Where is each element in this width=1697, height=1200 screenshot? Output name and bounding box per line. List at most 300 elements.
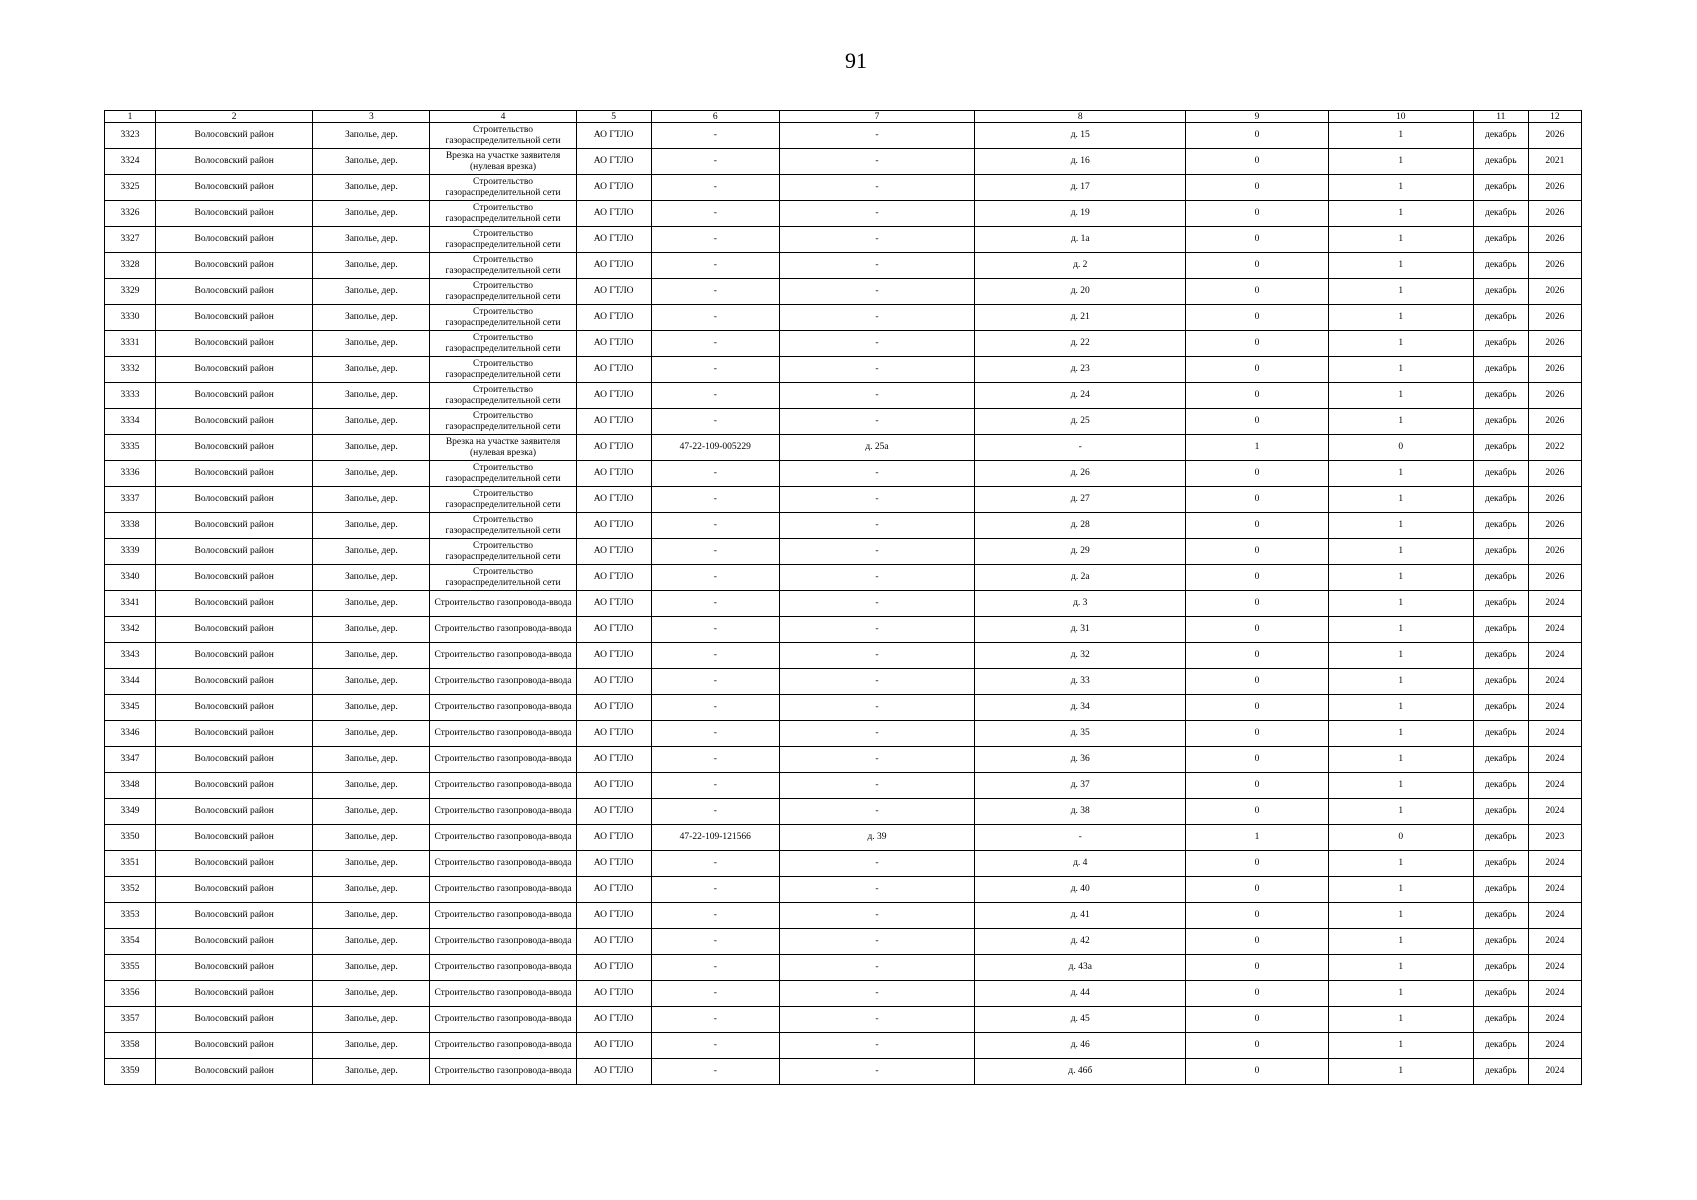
cell-settlement: Заполье, дер. [313, 643, 430, 669]
cell-request-number: - [651, 617, 779, 643]
cell-address-existing: - [779, 409, 974, 435]
cell-count-planned: 1 [1328, 201, 1473, 227]
cell-work-type: Строительство газопровода-ввода [430, 591, 576, 617]
cell-district: Волосовский район [156, 1033, 313, 1059]
cell-address-planned: д. 27 [975, 487, 1186, 513]
cell-address-existing: - [779, 149, 974, 175]
cell-count-planned: 0 [1328, 825, 1473, 851]
cell-address-existing: - [779, 201, 974, 227]
cell-request-number: - [651, 1059, 779, 1085]
cell-month: декабрь [1473, 1033, 1528, 1059]
table-row [105, 1007, 1582, 1033]
cell-organization: АО ГТЛО [576, 331, 651, 357]
cell-settlement: Заполье, дер. [313, 123, 430, 149]
cell-address-planned: д. 22 [975, 331, 1186, 357]
cell-count-planned: 1 [1328, 253, 1473, 279]
cell-district: Волосовский район [156, 305, 313, 331]
cell-address-existing: - [779, 357, 974, 383]
table-row [105, 617, 1582, 643]
cell-row-number: 3341 [105, 591, 156, 617]
cell-district: Волосовский район [156, 487, 313, 513]
cell-settlement: Заполье, дер. [313, 331, 430, 357]
cell-row-number: 3357 [105, 1007, 156, 1033]
cell-work-type: Строительство газопровода-ввода [430, 799, 576, 825]
cell-year: 2024 [1528, 747, 1581, 773]
cell-row-number: 3328 [105, 253, 156, 279]
table-row [105, 903, 1582, 929]
cell-settlement: Заполье, дер. [313, 747, 430, 773]
cell-count-planned: 1 [1328, 617, 1473, 643]
cell-year: 2026 [1528, 227, 1581, 253]
cell-count-planned: 1 [1328, 513, 1473, 539]
table-row [105, 1059, 1582, 1085]
cell-count-existing: 0 [1186, 253, 1328, 279]
cell-work-type: Строительство газораспределительной сети [430, 331, 576, 357]
cell-address-planned: д. 16 [975, 149, 1186, 175]
cell-count-planned: 1 [1328, 695, 1473, 721]
cell-district: Волосовский район [156, 123, 313, 149]
cell-settlement: Заполье, дер. [313, 773, 430, 799]
cell-request-number: - [651, 305, 779, 331]
table-row [105, 877, 1582, 903]
cell-request-number: - [651, 539, 779, 565]
cell-year: 2026 [1528, 461, 1581, 487]
cell-count-planned: 1 [1328, 1007, 1473, 1033]
cell-settlement: Заполье, дер. [313, 929, 430, 955]
cell-year: 2026 [1528, 123, 1581, 149]
cell-work-type: Строительство газопровода-ввода [430, 643, 576, 669]
cell-year: 2026 [1528, 305, 1581, 331]
cell-address-planned: д. 2а [975, 565, 1186, 591]
cell-count-planned: 1 [1328, 877, 1473, 903]
cell-address-existing: д. 39 [779, 825, 974, 851]
cell-organization: АО ГТЛО [576, 487, 651, 513]
cell-settlement: Заполье, дер. [313, 851, 430, 877]
cell-count-planned: 1 [1328, 955, 1473, 981]
table-row [105, 773, 1582, 799]
cell-address-planned: д. 28 [975, 513, 1186, 539]
cell-organization: АО ГТЛО [576, 981, 651, 1007]
cell-district: Волосовский район [156, 461, 313, 487]
table-row [105, 487, 1582, 513]
cell-month: декабрь [1473, 955, 1528, 981]
cell-address-existing: - [779, 1033, 974, 1059]
cell-work-type: Строительство газопровода-ввода [430, 773, 576, 799]
cell-organization: АО ГТЛО [576, 695, 651, 721]
cell-request-number: - [651, 461, 779, 487]
cell-count-planned: 1 [1328, 409, 1473, 435]
cell-settlement: Заполье, дер. [313, 435, 430, 461]
cell-request-number: - [651, 1007, 779, 1033]
cell-work-type: Строительство газопровода-ввода [430, 929, 576, 955]
cell-request-number: - [651, 877, 779, 903]
cell-address-existing: - [779, 695, 974, 721]
cell-organization: АО ГТЛО [576, 825, 651, 851]
cell-row-number: 3339 [105, 539, 156, 565]
cell-district: Волосовский район [156, 721, 313, 747]
cell-district: Волосовский район [156, 981, 313, 1007]
cell-settlement: Заполье, дер. [313, 591, 430, 617]
cell-address-planned: д. 29 [975, 539, 1186, 565]
cell-year: 2026 [1528, 513, 1581, 539]
cell-settlement: Заполье, дер. [313, 383, 430, 409]
cell-request-number: - [651, 565, 779, 591]
cell-month: декабрь [1473, 669, 1528, 695]
cell-settlement: Заполье, дер. [313, 981, 430, 1007]
cell-count-planned: 1 [1328, 487, 1473, 513]
cell-request-number: - [651, 591, 779, 617]
cell-count-existing: 0 [1186, 695, 1328, 721]
cell-settlement: Заполье, дер. [313, 903, 430, 929]
cell-address-planned: д. 46 [975, 1033, 1186, 1059]
cell-address-existing: - [779, 383, 974, 409]
cell-address-existing: - [779, 617, 974, 643]
cell-year: 2026 [1528, 175, 1581, 201]
table-row [105, 695, 1582, 721]
cell-count-planned: 1 [1328, 851, 1473, 877]
cell-settlement: Заполье, дер. [313, 721, 430, 747]
cell-district: Волосовский район [156, 513, 313, 539]
cell-settlement: Заполье, дер. [313, 409, 430, 435]
cell-month: декабрь [1473, 123, 1528, 149]
cell-request-number: - [651, 175, 779, 201]
cell-request-number: - [651, 123, 779, 149]
cell-address-existing: - [779, 513, 974, 539]
cell-work-type: Строительство газопровода-ввода [430, 1059, 576, 1085]
cell-settlement: Заполье, дер. [313, 617, 430, 643]
cell-count-existing: 0 [1186, 955, 1328, 981]
cell-year: 2026 [1528, 539, 1581, 565]
cell-count-planned: 1 [1328, 331, 1473, 357]
cell-count-existing: 0 [1186, 721, 1328, 747]
cell-organization: АО ГТЛО [576, 877, 651, 903]
cell-address-planned: д. 1а [975, 227, 1186, 253]
cell-address-planned: д. 38 [975, 799, 1186, 825]
cell-district: Волосовский район [156, 773, 313, 799]
cell-request-number: - [651, 903, 779, 929]
cell-district: Волосовский район [156, 409, 313, 435]
cell-year: 2026 [1528, 409, 1581, 435]
cell-settlement: Заполье, дер. [313, 669, 430, 695]
cell-count-existing: 0 [1186, 305, 1328, 331]
cell-work-type: Строительство газопровода-ввода [430, 903, 576, 929]
cell-year: 2024 [1528, 955, 1581, 981]
cell-year: 2024 [1528, 1007, 1581, 1033]
cell-month: декабрь [1473, 227, 1528, 253]
table-row [105, 279, 1582, 305]
table-row [105, 123, 1582, 149]
cell-request-number: - [651, 279, 779, 305]
cell-count-planned: 1 [1328, 539, 1473, 565]
cell-month: декабрь [1473, 357, 1528, 383]
cell-row-number: 3346 [105, 721, 156, 747]
cell-address-existing: - [779, 1059, 974, 1085]
cell-request-number: - [651, 955, 779, 981]
cell-work-type: Строительство газораспределительной сети [430, 305, 576, 331]
cell-work-type: Строительство газораспределительной сети [430, 565, 576, 591]
cell-work-type: Строительство газопровода-ввода [430, 851, 576, 877]
cell-row-number: 3336 [105, 461, 156, 487]
cell-count-existing: 0 [1186, 175, 1328, 201]
cell-count-existing: 0 [1186, 591, 1328, 617]
cell-address-existing: - [779, 175, 974, 201]
cell-row-number: 3324 [105, 149, 156, 175]
cell-settlement: Заполье, дер. [313, 1033, 430, 1059]
cell-request-number: - [651, 331, 779, 357]
cell-organization: АО ГТЛО [576, 123, 651, 149]
cell-address-existing: - [779, 799, 974, 825]
cell-address-planned: д. 42 [975, 929, 1186, 955]
cell-request-number: - [651, 383, 779, 409]
cell-address-planned: д. 37 [975, 773, 1186, 799]
cell-row-number: 3334 [105, 409, 156, 435]
cell-address-existing: - [779, 721, 974, 747]
cell-address-existing: - [779, 253, 974, 279]
cell-row-number: 3332 [105, 357, 156, 383]
cell-month: декабрь [1473, 201, 1528, 227]
cell-organization: АО ГТЛО [576, 929, 651, 955]
cell-address-planned: д. 26 [975, 461, 1186, 487]
cell-address-planned: д. 33 [975, 669, 1186, 695]
cell-month: декабрь [1473, 253, 1528, 279]
cell-district: Волосовский район [156, 279, 313, 305]
cell-count-planned: 1 [1328, 721, 1473, 747]
cell-row-number: 3348 [105, 773, 156, 799]
cell-count-existing: 0 [1186, 383, 1328, 409]
cell-request-number: - [651, 695, 779, 721]
table-row [105, 955, 1582, 981]
cell-address-planned: д. 34 [975, 695, 1186, 721]
cell-row-number: 3325 [105, 175, 156, 201]
table-row [105, 357, 1582, 383]
cell-settlement: Заполье, дер. [313, 487, 430, 513]
table-row [105, 643, 1582, 669]
cell-month: декабрь [1473, 851, 1528, 877]
cell-count-planned: 1 [1328, 279, 1473, 305]
cell-year: 2022 [1528, 435, 1581, 461]
cell-year: 2026 [1528, 331, 1581, 357]
table-row [105, 981, 1582, 1007]
cell-organization: АО ГТЛО [576, 539, 651, 565]
cell-count-planned: 1 [1328, 175, 1473, 201]
cell-address-planned: д. 35 [975, 721, 1186, 747]
page-number: 91 [845, 48, 867, 73]
cell-count-planned: 1 [1328, 149, 1473, 175]
cell-settlement: Заполье, дер. [313, 149, 430, 175]
cell-month: декабрь [1473, 487, 1528, 513]
cell-year: 2024 [1528, 903, 1581, 929]
cell-count-planned: 1 [1328, 1033, 1473, 1059]
cell-count-existing: 0 [1186, 1033, 1328, 1059]
cell-work-type: Врезка на участке заявителя (нулевая врезка) [430, 149, 576, 175]
cell-month: декабрь [1473, 305, 1528, 331]
cell-count-planned: 1 [1328, 123, 1473, 149]
cell-district: Волосовский район [156, 435, 313, 461]
cell-count-existing: 0 [1186, 1059, 1328, 1085]
cell-row-number: 3326 [105, 201, 156, 227]
cell-organization: АО ГТЛО [576, 357, 651, 383]
cell-address-existing: - [779, 279, 974, 305]
cell-address-existing: - [779, 539, 974, 565]
cell-work-type: Строительство газопровода-ввода [430, 1033, 576, 1059]
cell-address-existing: - [779, 305, 974, 331]
cell-row-number: 3337 [105, 487, 156, 513]
cell-work-type: Строительство газораспределительной сети [430, 123, 576, 149]
cell-count-planned: 1 [1328, 1059, 1473, 1085]
cell-organization: АО ГТЛО [576, 591, 651, 617]
column-header-12: 12 [1528, 111, 1581, 123]
cell-count-existing: 0 [1186, 539, 1328, 565]
cell-year: 2026 [1528, 383, 1581, 409]
cell-row-number: 3350 [105, 825, 156, 851]
cell-address-planned: д. 46б [975, 1059, 1186, 1085]
cell-work-type: Строительство газораспределительной сети [430, 201, 576, 227]
cell-month: декабрь [1473, 617, 1528, 643]
cell-settlement: Заполье, дер. [313, 1007, 430, 1033]
cell-count-existing: 0 [1186, 201, 1328, 227]
cell-request-number: - [651, 149, 779, 175]
cell-address-planned: д. 2 [975, 253, 1186, 279]
cell-address-existing: - [779, 331, 974, 357]
cell-address-existing: - [779, 877, 974, 903]
cell-work-type: Строительство газораспределительной сети [430, 357, 576, 383]
cell-request-number: - [651, 799, 779, 825]
cell-count-existing: 1 [1186, 435, 1328, 461]
cell-count-planned: 1 [1328, 669, 1473, 695]
cell-request-number: - [651, 409, 779, 435]
cell-organization: АО ГТЛО [576, 955, 651, 981]
cell-district: Волосовский район [156, 149, 313, 175]
cell-row-number: 3356 [105, 981, 156, 1007]
column-header-4: 4 [430, 111, 576, 123]
cell-settlement: Заполье, дер. [313, 461, 430, 487]
cell-month: декабрь [1473, 1059, 1528, 1085]
cell-year: 2024 [1528, 981, 1581, 1007]
column-header-10: 10 [1328, 111, 1473, 123]
cell-count-planned: 1 [1328, 461, 1473, 487]
cell-address-planned: д. 44 [975, 981, 1186, 1007]
cell-organization: АО ГТЛО [576, 279, 651, 305]
cell-work-type: Строительство газопровода-ввода [430, 955, 576, 981]
cell-settlement: Заполье, дер. [313, 825, 430, 851]
cell-count-existing: 0 [1186, 669, 1328, 695]
cell-row-number: 3354 [105, 929, 156, 955]
cell-district: Волосовский район [156, 565, 313, 591]
cell-count-existing: 0 [1186, 903, 1328, 929]
table-row [105, 721, 1582, 747]
cell-count-existing: 0 [1186, 929, 1328, 955]
cell-year: 2024 [1528, 851, 1581, 877]
cell-count-planned: 0 [1328, 435, 1473, 461]
cell-work-type: Строительство газопровода-ввода [430, 747, 576, 773]
cell-address-existing: - [779, 747, 974, 773]
cell-request-number: 47-22-109-005229 [651, 435, 779, 461]
cell-count-planned: 1 [1328, 591, 1473, 617]
cell-work-type: Строительство газораспределительной сети [430, 279, 576, 305]
cell-organization: АО ГТЛО [576, 461, 651, 487]
cell-row-number: 3352 [105, 877, 156, 903]
cell-district: Волосовский район [156, 695, 313, 721]
cell-address-existing: д. 25а [779, 435, 974, 461]
cell-request-number: - [651, 643, 779, 669]
cell-address-planned: д. 17 [975, 175, 1186, 201]
cell-year: 2026 [1528, 487, 1581, 513]
cell-address-planned: д. 23 [975, 357, 1186, 383]
cell-organization: АО ГТЛО [576, 1033, 651, 1059]
cell-month: декабрь [1473, 825, 1528, 851]
cell-request-number: - [651, 513, 779, 539]
cell-address-planned: д. 15 [975, 123, 1186, 149]
column-header-3: 3 [313, 111, 430, 123]
cell-count-existing: 0 [1186, 149, 1328, 175]
cell-count-existing: 0 [1186, 513, 1328, 539]
cell-settlement: Заполье, дер. [313, 539, 430, 565]
cell-year: 2024 [1528, 773, 1581, 799]
cell-request-number: - [651, 1033, 779, 1059]
cell-count-existing: 1 [1186, 825, 1328, 851]
cell-month: декабрь [1473, 331, 1528, 357]
cell-work-type: Строительство газопровода-ввода [430, 825, 576, 851]
cell-year: 2021 [1528, 149, 1581, 175]
cell-month: декабрь [1473, 565, 1528, 591]
cell-address-planned: д. 45 [975, 1007, 1186, 1033]
cell-organization: АО ГТЛО [576, 175, 651, 201]
column-header-5: 5 [576, 111, 651, 123]
cell-row-number: 3345 [105, 695, 156, 721]
cell-request-number: - [651, 487, 779, 513]
cell-row-number: 3359 [105, 1059, 156, 1085]
cell-count-planned: 1 [1328, 929, 1473, 955]
cell-request-number: - [651, 773, 779, 799]
cell-settlement: Заполье, дер. [313, 695, 430, 721]
cell-work-type: Строительство газораспределительной сети [430, 513, 576, 539]
table-row [105, 825, 1582, 851]
cell-work-type: Строительство газопровода-ввода [430, 617, 576, 643]
cell-request-number: - [651, 357, 779, 383]
cell-district: Волосовский район [156, 357, 313, 383]
cell-row-number: 3344 [105, 669, 156, 695]
cell-address-existing: - [779, 981, 974, 1007]
cell-address-planned: д. 40 [975, 877, 1186, 903]
cell-settlement: Заполье, дер. [313, 279, 430, 305]
cell-month: декабрь [1473, 279, 1528, 305]
cell-address-existing: - [779, 123, 974, 149]
cell-organization: АО ГТЛО [576, 773, 651, 799]
column-header-9: 9 [1186, 111, 1328, 123]
cell-month: декабрь [1473, 799, 1528, 825]
table-row [105, 305, 1582, 331]
cell-year: 2024 [1528, 1033, 1581, 1059]
cell-row-number: 3329 [105, 279, 156, 305]
cell-count-existing: 0 [1186, 487, 1328, 513]
cell-count-planned: 1 [1328, 357, 1473, 383]
cell-settlement: Заполье, дер. [313, 201, 430, 227]
cell-count-planned: 1 [1328, 747, 1473, 773]
table-row [105, 253, 1582, 279]
cell-address-existing: - [779, 773, 974, 799]
column-header-7: 7 [779, 111, 974, 123]
cell-settlement: Заполье, дер. [313, 253, 430, 279]
column-number-row [105, 111, 1582, 123]
cell-row-number: 3355 [105, 955, 156, 981]
cell-work-type: Строительство газораспределительной сети [430, 227, 576, 253]
cell-work-type: Строительство газопровода-ввода [430, 695, 576, 721]
cell-work-type: Строительство газопровода-ввода [430, 877, 576, 903]
cell-year: 2024 [1528, 929, 1581, 955]
cell-organization: АО ГТЛО [576, 617, 651, 643]
cell-row-number: 3340 [105, 565, 156, 591]
cell-count-existing: 0 [1186, 1007, 1328, 1033]
